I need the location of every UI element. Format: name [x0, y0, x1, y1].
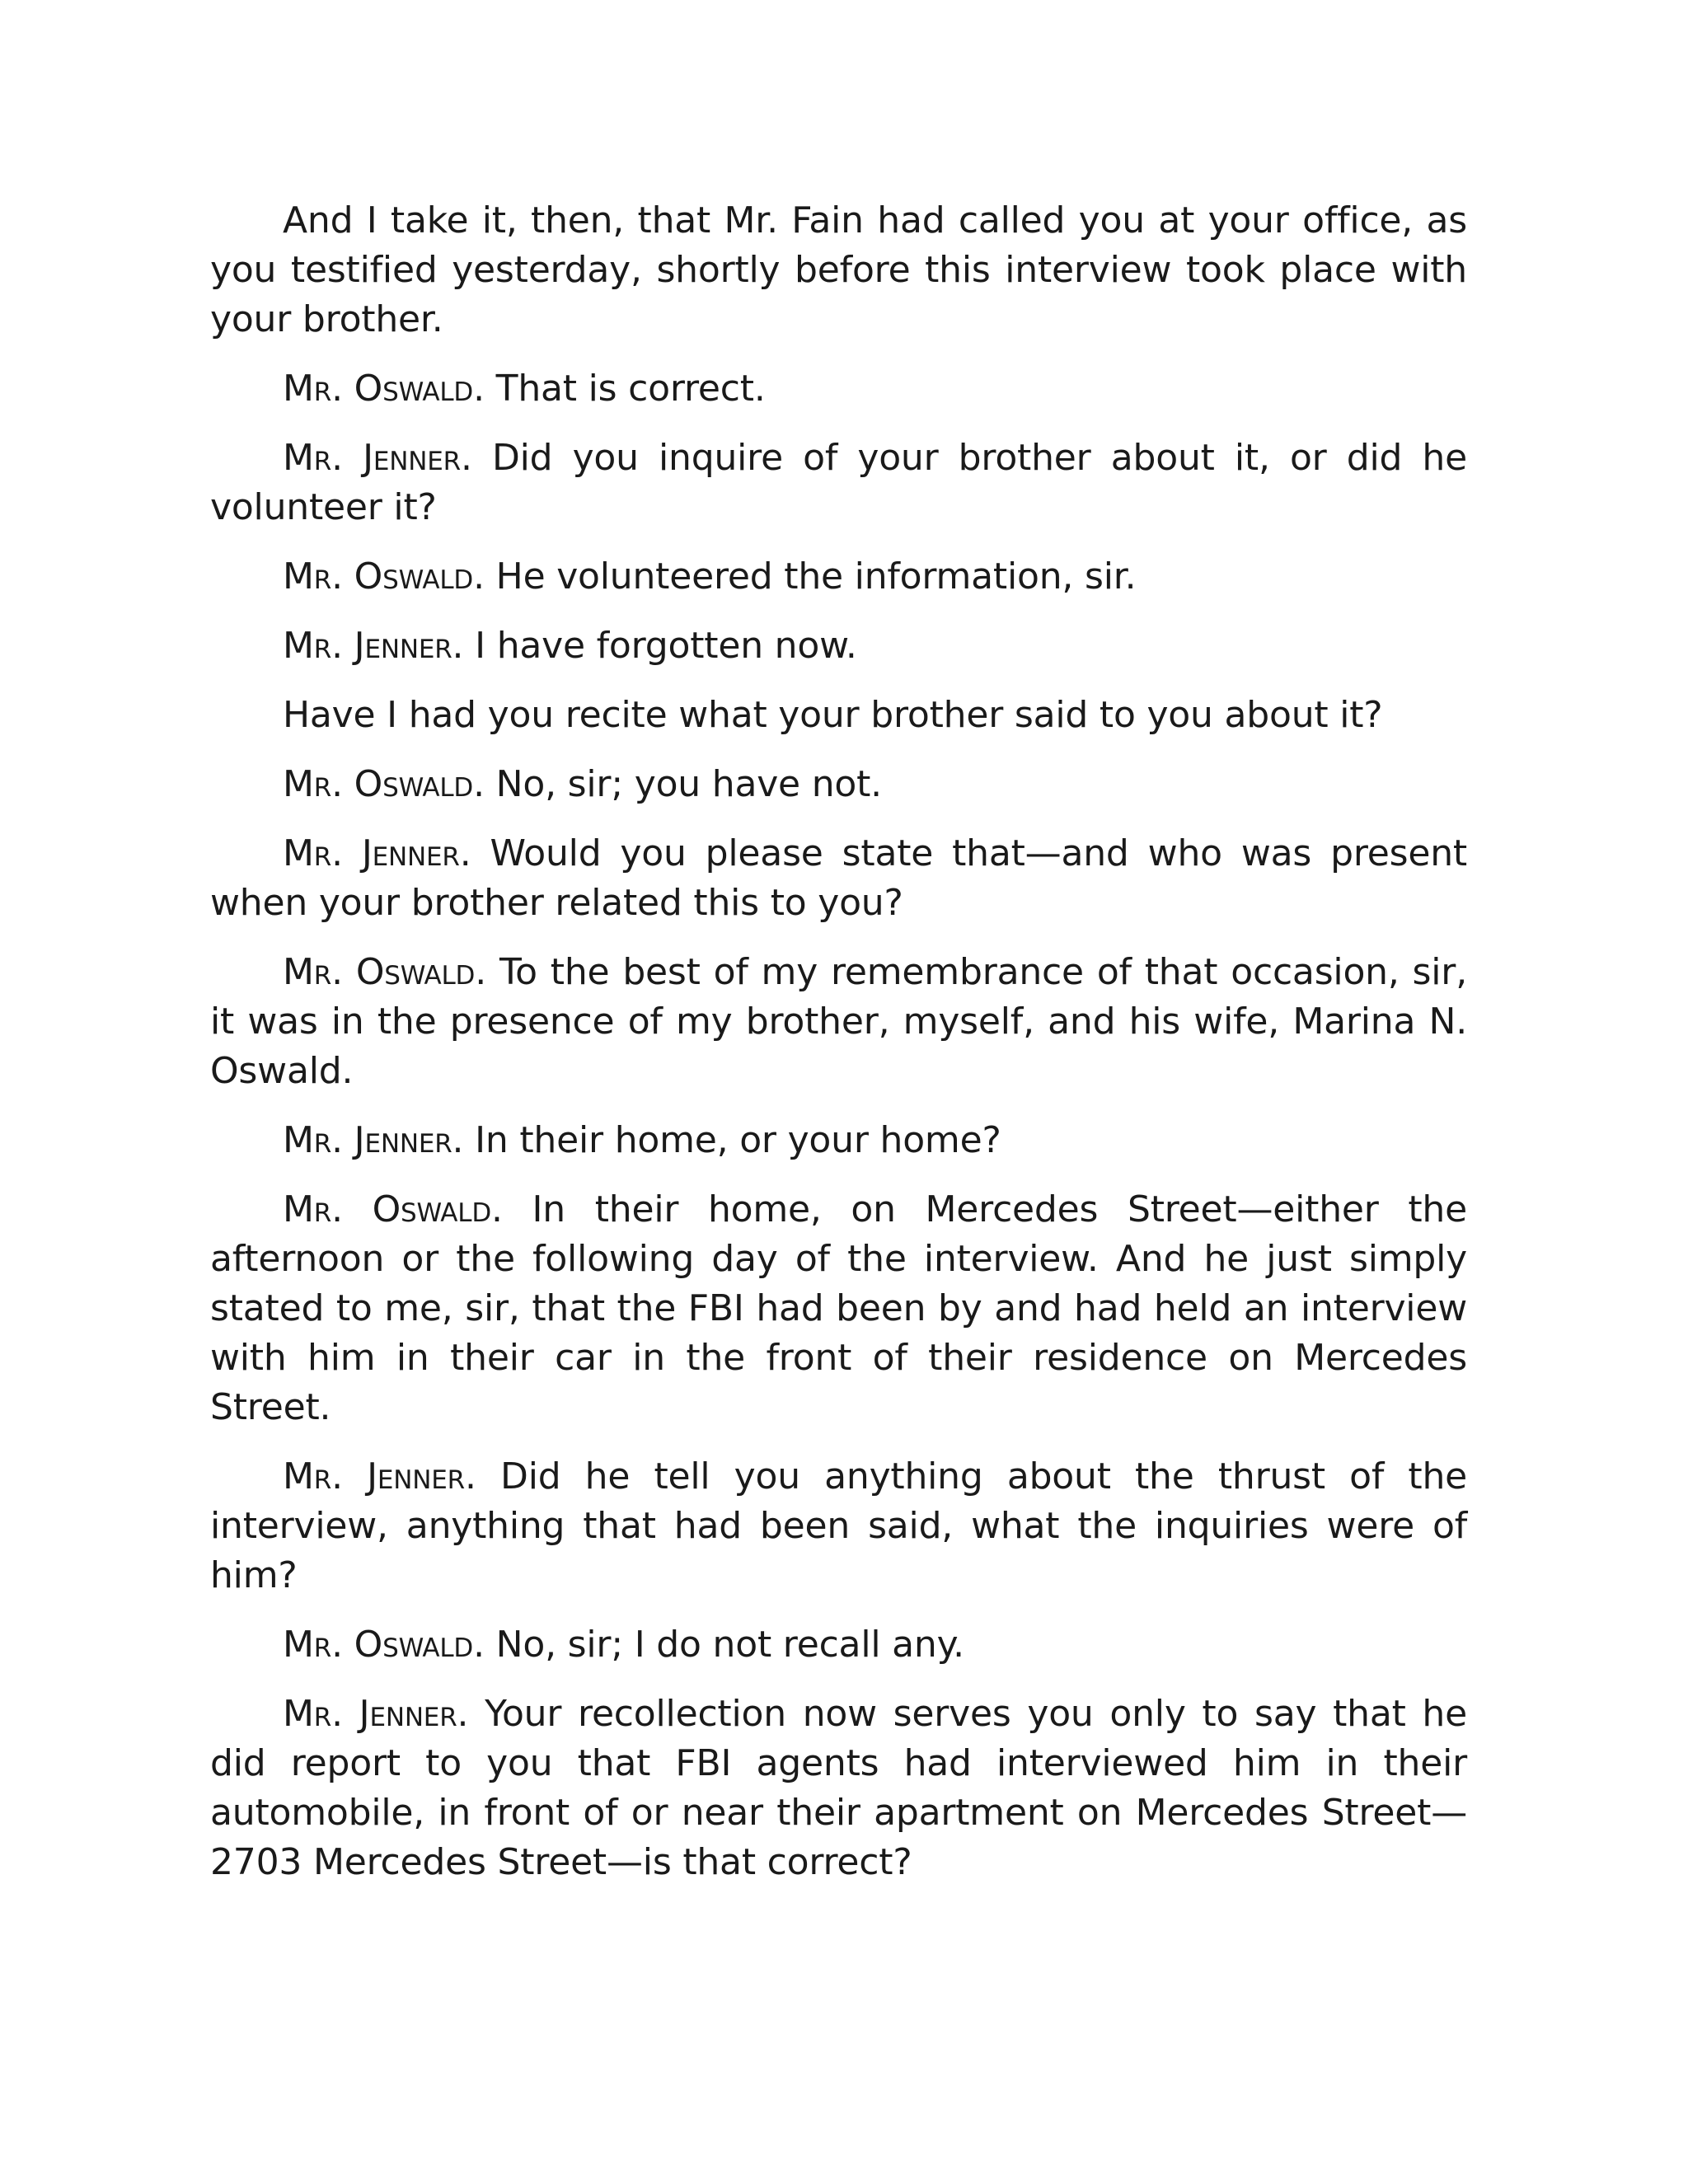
paragraph-text: I have forgotten now.	[463, 625, 857, 667]
transcript-paragraph	[210, 1690, 1467, 1887]
paragraph-text: In their home, or your home?	[463, 1119, 1001, 1161]
paragraph-text: Your recollection now serves you only to say that he did report to you that FBI agents had interviewed him in their automobile, in front of or near their apartment on Mercedes Street—2703 Mercedes Street—is that correct?	[210, 1693, 1467, 1883]
speaker-name: Mr. Jenner.	[283, 832, 471, 874]
paragraph-text: Did you inquire of your brother about it, or did he volunteer it?	[210, 437, 1467, 528]
transcript-paragraph	[210, 1620, 1467, 1670]
paragraph-text: Would you please state that—and who was present when your brother related this to you?	[210, 832, 1467, 924]
transcript-paragraph	[210, 364, 1467, 414]
paragraph-text: And I take it, then, that Mr. Fain had called you at your office, as you testified yesterday, shortly before this interview took place with your brother.	[210, 199, 1467, 340]
transcript-paragraph	[210, 1116, 1467, 1165]
speaker-name: Mr. Oswald.	[283, 763, 485, 805]
transcript-paragraph	[210, 948, 1467, 1096]
paragraph-text: He volunteered the information, sir.	[484, 555, 1137, 598]
paragraph-text: No, sir; you have not.	[484, 763, 882, 805]
speaker-name: Mr. Jenner.	[283, 1119, 464, 1161]
paragraph-text: Did he tell you anything about the thrust of the interview, anything that had been said, what the inquiries were of him?	[210, 1455, 1467, 1596]
transcript-paragraph	[210, 434, 1467, 532]
transcript-paragraph	[210, 196, 1467, 344]
speaker-name: Mr. Oswald.	[283, 1188, 503, 1230]
transcript-paragraph	[210, 621, 1467, 671]
transcript-paragraph	[210, 691, 1467, 740]
speaker-name: Mr. Jenner.	[283, 1693, 469, 1735]
transcript-paragraph	[210, 760, 1467, 809]
transcript-paragraph	[210, 1185, 1467, 1432]
speaker-name: Mr. Oswald.	[283, 1624, 485, 1666]
paragraph-text: Have I had you recite what your brother said to you about it?	[283, 694, 1383, 736]
speaker-name: Mr. Jenner.	[283, 437, 472, 479]
speaker-name: Mr. Jenner.	[283, 1455, 476, 1497]
speaker-name: Mr. Oswald.	[283, 368, 485, 410]
paragraph-text: No, sir; I do not recall any.	[484, 1624, 964, 1666]
speaker-name: Mr. Oswald.	[283, 555, 485, 598]
speaker-name: Mr. Jenner.	[283, 625, 464, 667]
transcript-paragraph	[210, 1452, 1467, 1601]
transcript-paragraph	[210, 829, 1467, 928]
paragraph-text: To the best of my remembrance of that occasion, sir, it was in the presence of my brother, myself, and his wife, Marina N. Oswald.	[210, 951, 1467, 1092]
transcript-body	[210, 196, 1467, 1907]
speaker-name: Mr. Oswald.	[283, 951, 487, 993]
transcript-paragraph	[210, 552, 1467, 602]
paragraph-text: In their home, on Mercedes Street—either the afternoon or the following day of the interview. And he just simply stated to me, sir, that the FBI had been by and had held an interview with him in their car in the front of their residence on Mercedes Street.	[210, 1188, 1467, 1428]
paragraph-text: That is correct.	[484, 368, 766, 410]
